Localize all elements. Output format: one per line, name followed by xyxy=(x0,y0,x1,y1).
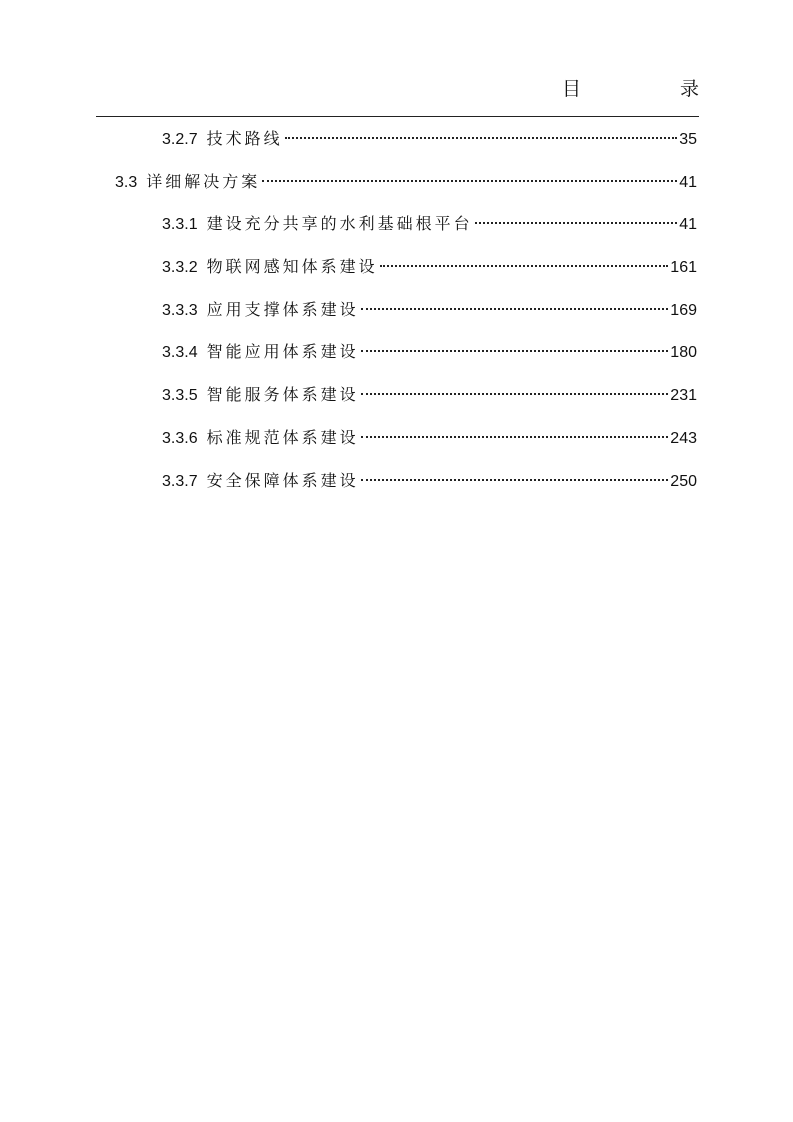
toc-entry-page: 169 xyxy=(670,302,697,319)
toc-entry-page: 161 xyxy=(670,259,697,276)
toc-dot-leader xyxy=(361,436,669,438)
page-title: 目 录 xyxy=(561,78,739,100)
toc-entry-3-3-1[interactable] xyxy=(162,212,697,236)
toc-entry-3-3-6[interactable] xyxy=(162,426,697,450)
toc-entry-title: 应用支撑体系建设 xyxy=(206,300,359,319)
toc-entry-3-3-4[interactable] xyxy=(162,340,697,364)
toc-entry-page: 41 xyxy=(679,174,697,191)
toc-entry-number: 3.3.3 xyxy=(162,302,198,319)
toc-dot-leader xyxy=(361,479,669,481)
toc-entry-page: 250 xyxy=(670,473,697,490)
toc-entry-number: 3.3.6 xyxy=(162,430,198,447)
toc-dot-leader xyxy=(475,222,678,224)
toc-dot-leader xyxy=(262,180,677,182)
toc-entry-number: 3.3.4 xyxy=(162,344,198,361)
toc-entry-3-3-3[interactable] xyxy=(162,298,697,322)
toc-entry-3-3-7[interactable] xyxy=(162,469,697,493)
toc-dot-leader xyxy=(285,137,678,139)
toc-entry-3-3-5[interactable] xyxy=(162,383,697,407)
toc-entry-number: 3.3.7 xyxy=(162,473,198,490)
toc-entry-title: 物联网感知体系建设 xyxy=(206,257,378,276)
toc-entry-number: 3.2.7 xyxy=(162,131,198,148)
toc-entry-page: 231 xyxy=(670,387,697,404)
toc-dot-leader xyxy=(361,350,669,352)
toc-dot-leader xyxy=(361,393,669,395)
toc-entry-3-2-7[interactable] xyxy=(162,127,697,151)
toc-entry-3-3-2[interactable] xyxy=(162,255,697,279)
toc-entry-3-3[interactable] xyxy=(115,170,697,194)
toc-entry-title: 智能服务体系建设 xyxy=(206,385,359,404)
toc-entry-title: 安全保障体系建设 xyxy=(206,471,359,490)
toc-entry-page: 243 xyxy=(670,430,697,447)
toc-entry-page: 35 xyxy=(679,131,697,148)
toc-entry-title: 详细解决方案 xyxy=(146,172,261,191)
toc-dot-leader xyxy=(361,308,669,310)
toc-dot-leader xyxy=(380,265,669,267)
toc-entry-title: 标准规范体系建设 xyxy=(206,428,359,447)
toc-entry-page: 180 xyxy=(670,344,697,361)
toc-entry-number: 3.3.2 xyxy=(162,259,198,276)
toc-entry-number: 3.3 xyxy=(115,174,138,191)
toc-entry-title: 技术路线 xyxy=(206,129,283,148)
toc-entry-number: 3.3.5 xyxy=(162,387,198,404)
toc-entry-page: 41 xyxy=(679,216,697,233)
toc-entry-title: 智能应用体系建设 xyxy=(206,342,359,361)
toc-entry-number: 3.3.1 xyxy=(162,216,198,233)
toc-entry-title: 建设充分共享的水利基础根平台 xyxy=(206,214,473,233)
